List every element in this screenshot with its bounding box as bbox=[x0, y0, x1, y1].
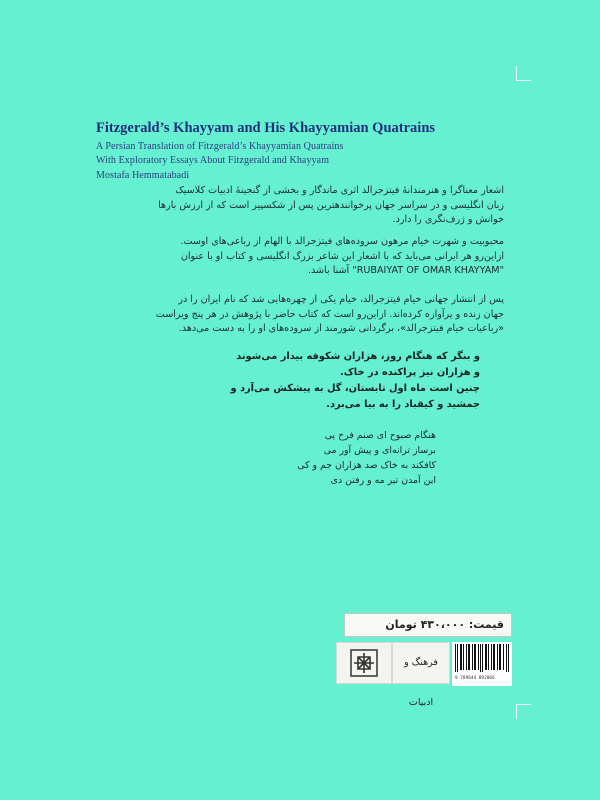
quatrain-line: هنگام صبوح ای صنم فرخ پی bbox=[324, 430, 436, 441]
paragraph-3-line: پس از انتشار جهانی خیام فیتزجرالد، خیام یکی از چهره‌هایی شد که نام ایران را در bbox=[178, 294, 504, 305]
paragraph-1-line: خوانش و ژرف‌نگری را دارد. bbox=[392, 214, 504, 225]
paragraph-2-line: ازاین‌رو هر ایرانی می‌باید که با اشعار این شاعر بزرگ انگلیسی و کتاب او با عنوان bbox=[180, 250, 504, 262]
price-text: قیمت: ۴۳۰،۰۰۰ تومان bbox=[385, 618, 504, 631]
subtitle-line-2: With Exploratory Essays About Fitzgerald and Khayyam bbox=[96, 155, 330, 166]
publisher-logo bbox=[336, 642, 392, 684]
price-label bbox=[344, 613, 512, 637]
crop-mark-bottom-right bbox=[516, 704, 531, 719]
translated-quatrain bbox=[230, 349, 480, 413]
author-name: Mostafa Hemmatabadi bbox=[96, 170, 190, 181]
barcode-icon bbox=[452, 642, 512, 674]
publisher-name: فرهنگ و ادبیات bbox=[392, 642, 450, 684]
crop-mark-top-right bbox=[516, 66, 531, 81]
paragraph-1-line: زبان انگلیسی و در سراسر جهان پرخوانندهترین پس از شکسپیر است که از ارزش بارها bbox=[158, 199, 504, 211]
quatrain-line: جمشید و کیقباد را به بیا می‌برد. bbox=[326, 399, 480, 410]
quatrain-line: چنین است ماه اول تابستان، گل به پیشکش می‌آرد و bbox=[230, 383, 480, 394]
paragraph-1-line: اشعار معناگرا و هنرمندانهٔ فیتزجرالد اثری ماندگار و بخشی از گنجینهٔ ادبیات کلاسیک bbox=[175, 185, 504, 196]
quatrain-line: کافکند به خاک صد هزاران جم و کی bbox=[297, 460, 436, 471]
paragraph-3-line: «رباعیات خیام فیتزجرالد»، برگردانی شورمند از سروده‌های او را به دست می‌دهد. bbox=[178, 323, 504, 334]
quatrain-line: و بنگر که هنگام روز، هزاران شکوفه بیدار می‌شوند bbox=[236, 351, 480, 362]
paragraph-3 bbox=[92, 293, 504, 337]
paragraph-2 bbox=[92, 235, 504, 279]
paragraph-2-line: "RUBAIYAT OF OMAR KHAYYAM" آشنا باشد. bbox=[307, 265, 504, 276]
subtitle-line-1: A Persian Translation of Fitzgerald’s Khayyamian Quatrains bbox=[96, 141, 344, 152]
quatrain-line: این آمدن تیر مه و رفتن دی bbox=[330, 475, 436, 486]
isbn-digits: 9 789644 892066 bbox=[455, 676, 495, 681]
publisher-logo-icon bbox=[349, 648, 379, 678]
quatrain-line: برساز ترانه‌ای و پیش آور می bbox=[323, 445, 436, 456]
paragraph-3-line: جهان زنده و پرآوازه کرده‌اند. ازاین‌رو است که کتاب حاضر با پژوهش در هر پنج ویراست bbox=[155, 308, 504, 320]
quatrain-line: و هزاران نیز پراکنده در خاک. bbox=[340, 367, 480, 378]
original-quatrain bbox=[297, 428, 436, 488]
paragraph-2-line: محبوبیت و شهرت خیام مرهون سروده‌های فیتزجرالد با الهام از رباعی‌های اوست. bbox=[180, 236, 504, 247]
paragraph-1 bbox=[92, 184, 504, 228]
book-title: Fitzgerald’s Khayyam and His Khayyamian Quatrains bbox=[96, 120, 436, 136]
